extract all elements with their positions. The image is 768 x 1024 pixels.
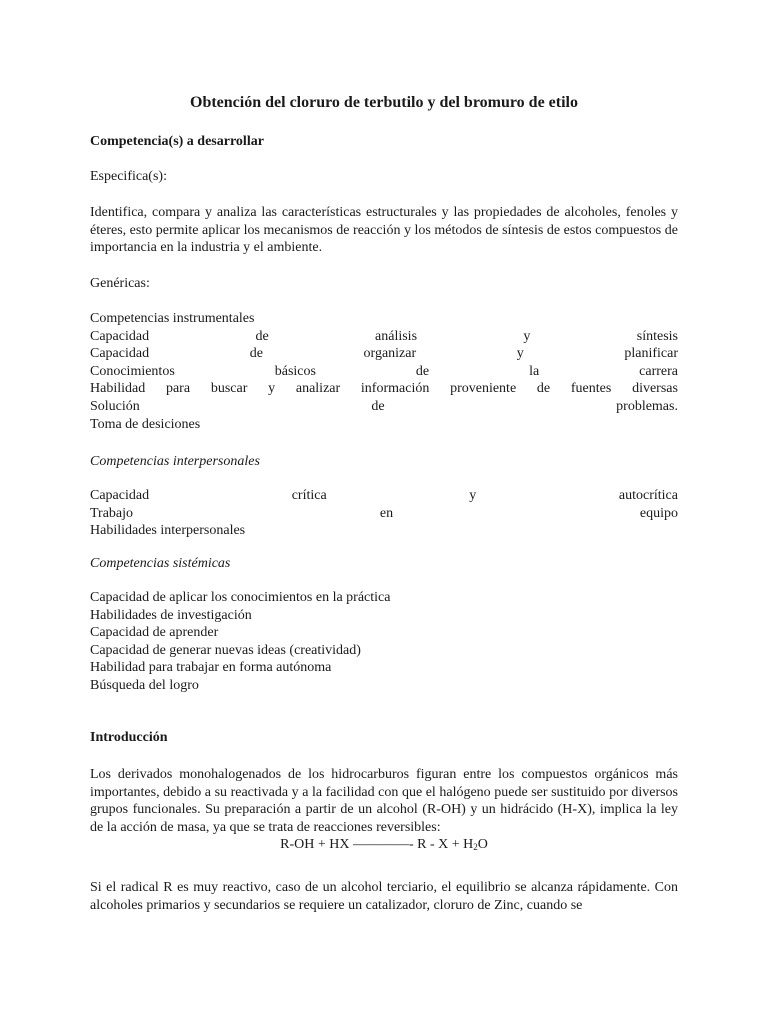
interpersonales-line: [90, 487, 678, 505]
sistemicas-item: Habilidades de investigación: [90, 607, 252, 623]
word: carrera: [639, 363, 678, 379]
reaction-equation: [0, 836, 768, 854]
word: en: [379, 505, 394, 521]
word: la: [529, 363, 540, 379]
word: y: [523, 328, 531, 344]
word: y: [268, 381, 276, 397]
word: para: [165, 381, 191, 397]
word: Trabajo: [90, 505, 134, 521]
word: información: [360, 381, 430, 397]
sistemicas-heading: Competencias sistémicas: [90, 556, 231, 571]
word: planificar: [624, 346, 678, 362]
interpersonales-line-last: Habilidades interpersonales: [90, 523, 246, 539]
word: de: [255, 328, 269, 344]
word: y: [469, 488, 477, 503]
word: básicos: [274, 363, 316, 379]
instrumentales-heading: Competencias instrumentales: [90, 311, 255, 326]
word: buscar: [210, 381, 248, 397]
word: Capacidad: [90, 328, 150, 344]
word: Capacidad: [90, 488, 150, 503]
word: Capacidad: [90, 346, 150, 362]
especificas-paragraph: Identifica, compara y analiza las características estructurales y las propiedades de alcoholes, fenoles y éteres, esto permite aplicar los mecanismos de reacción y los métodos de síntesis de estos compuestos de importancia en la industria y el ambiente.: [90, 205, 678, 256]
word: de: [536, 381, 551, 397]
sistemicas-list: [90, 589, 678, 695]
word: crítica: [291, 488, 327, 503]
introduccion-heading: Introducción: [90, 730, 168, 745]
instrumentales-section: [90, 310, 678, 433]
sistemicas-item: Capacidad de aplicar los conocimientos en la práctica: [90, 590, 391, 605]
instrumentales-line: [90, 380, 678, 398]
interpersonales-section: [90, 487, 678, 540]
word: de: [249, 346, 263, 362]
word: equipo: [639, 505, 678, 521]
competencias-heading: Competencia(s) a desarrollar: [90, 134, 264, 149]
word: proveniente: [450, 381, 517, 397]
word: autocrítica: [618, 488, 678, 503]
sistemicas-item: Habilidad para trabajar en forma autónoma: [90, 660, 332, 676]
word: Conocimientos: [90, 363, 175, 379]
intro-paragraph: Los derivados monohalogenados de los hidrocarburos figuran entre los compuestos orgánicos más importantes, debido a su reactivada y a la facilidad con que el halógeno puede ser sustituido por diversos grupos funcionales. Su preparación a partir de un alcohol (R-OH) y un hidrácido (H-X), implica la ley de la acción de masa, ya que se trata de reacciones reversibles:: [90, 767, 678, 835]
equation-subscript: 2: [473, 842, 478, 852]
word: Habilidad: [90, 381, 146, 397]
instrumentales-line: [90, 363, 678, 381]
word: problemas.: [616, 398, 678, 414]
document-title: Obtención del cloruro de terbutilo y del bromuro de etilo: [190, 94, 578, 111]
equation-right: O: [477, 837, 488, 852]
word: de: [371, 398, 385, 414]
instrumentales-line: [90, 398, 678, 416]
word: fuentes: [570, 381, 612, 397]
final-paragraph: Si el radical R es muy reactivo, caso de un alcohol terciario, el equilibrio se alcanza rápidamente. Con alcoholes primarios y secundarios se requiere un catalizador, cloruro de Zinc, cuando se: [90, 880, 678, 913]
word: diversas: [632, 381, 678, 397]
word: analizar: [295, 381, 341, 397]
word: análisis: [375, 328, 418, 344]
instrumentales-line: [90, 328, 678, 346]
word: síntesis: [636, 328, 678, 344]
especificas-label: Especifica(s):: [90, 169, 167, 184]
sistemicas-item: Búsqueda del logro: [90, 677, 199, 693]
word: y: [516, 346, 524, 362]
sistemicas-item: Capacidad de generar nuevas ideas (creatividad): [90, 642, 361, 658]
sistemicas-item: Capacidad de aprender: [90, 625, 219, 641]
word: organizar: [363, 346, 417, 362]
word: de: [415, 363, 430, 379]
instrumentales-line: [90, 345, 678, 363]
word: Solución: [90, 398, 140, 414]
instrumentales-line-last: Toma de desiciones: [90, 416, 201, 432]
genericas-label: Genéricas:: [90, 276, 150, 291]
interpersonales-heading: Competencias interpersonales: [90, 454, 260, 469]
equation-left: R-OH + HX ————- R - X + H: [280, 837, 474, 852]
interpersonales-line: [90, 505, 678, 523]
